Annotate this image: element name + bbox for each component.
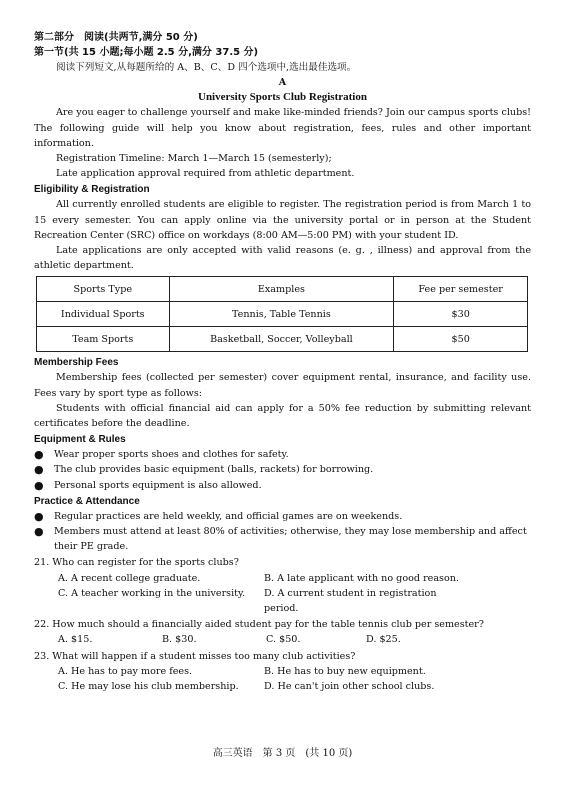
list-item bbox=[34, 447, 531, 462]
list-item bbox=[34, 478, 531, 493]
option-c[interactable]: C. A teacher working in the university. bbox=[58, 587, 246, 599]
table-header-cell: Examples bbox=[169, 277, 394, 302]
list-item-text: The club provides basic equipment (balls, rackets) for borrowing. bbox=[54, 464, 374, 476]
table-row bbox=[37, 302, 528, 327]
question-23 bbox=[34, 649, 531, 695]
list-item-text: Members must attend at least 80% of activities; otherwise, they may lose membership and affect their PE grade. bbox=[54, 526, 527, 553]
option-d[interactable]: D. A current student in registration period. bbox=[264, 587, 437, 615]
option-c[interactable]: C. $50. bbox=[266, 634, 301, 646]
practice-heading: Practice & Attendance bbox=[34, 495, 140, 507]
table-header-row bbox=[37, 277, 528, 302]
table-cell: Individual Sports bbox=[37, 302, 170, 327]
option-a[interactable]: A. $15. bbox=[58, 634, 93, 646]
option-a[interactable]: A. A recent college graduate. bbox=[58, 572, 201, 584]
question-stem: 22. How much should a financially aided student pay for the table tennis club per semester? bbox=[34, 619, 484, 631]
bullet-icon: ● bbox=[34, 509, 44, 523]
option-b[interactable]: B. A late applicant with no good reason. bbox=[264, 572, 459, 584]
question-21 bbox=[34, 555, 531, 616]
instruction-text: 阅读下列短文,从每题所给的 A、B、C、D 四个选项中,选出最佳选项。 bbox=[56, 62, 357, 73]
table-cell: $30 bbox=[394, 302, 528, 327]
article-title: University Sports Club Registration bbox=[198, 91, 367, 104]
eligibility-paragraph-1: All currently enrolled students are eligible to register. The registration period is from March 1 to 15 every semester. You can apply online via the university portal or in person at the Student Recreation Center (SRC) office on workdays (8:00 AM—5:00 PM) with your student ID. bbox=[34, 199, 531, 241]
option-d[interactable]: D. He can't join other school clubs. bbox=[264, 681, 435, 693]
table-cell: $50 bbox=[394, 327, 528, 352]
section-heading: 第一节(共 15 小题;每小题 2.5 分,满分 37.5 分) bbox=[34, 47, 259, 58]
bullet-icon: ● bbox=[34, 463, 44, 477]
membership-paragraph-2: Students with official financial aid can apply for a 50% fee reduction by submitting relevant certificates before the deadline. bbox=[34, 402, 531, 430]
fee-table bbox=[36, 276, 528, 352]
list-item bbox=[34, 462, 531, 477]
late-note-text: Late application approval required from athletic department. bbox=[56, 168, 355, 180]
list-item-text: Regular practices are held weekly, and official games are on weekends. bbox=[54, 510, 403, 522]
option-b[interactable]: B. $30. bbox=[162, 634, 197, 646]
table-header-cell: Sports Type bbox=[37, 277, 170, 302]
option-c[interactable]: C. He may lose his club membership. bbox=[58, 681, 239, 693]
question-stem: 21. Who can register for the sports clubs? bbox=[34, 557, 239, 569]
bullet-icon: ● bbox=[34, 525, 44, 539]
list-item bbox=[34, 509, 531, 524]
table-cell: Team Sports bbox=[37, 327, 170, 352]
list-item-text: Personal sports equipment is also allowed. bbox=[54, 479, 262, 491]
part-heading: 第二部分 阅读(共两节,满分 50 分) bbox=[34, 32, 198, 43]
table-cell: Tennis, Table Tennis bbox=[169, 302, 394, 327]
table-cell: Basketball, Soccer, Volleyball bbox=[169, 327, 394, 352]
membership-heading: Membership Fees bbox=[34, 357, 119, 369]
page-footer: 高三英语 第 3 页 (共 10 页) bbox=[212, 748, 353, 759]
table-row bbox=[37, 327, 528, 352]
question-stem: 23. What will happen if a student misses too many club activities? bbox=[34, 650, 356, 662]
bullet-icon: ● bbox=[34, 448, 44, 462]
bullet-icon: ● bbox=[34, 478, 44, 492]
eligibility-paragraph-2: Late applications are only accepted with valid reasons (e. g. , illness) and approval from the athletic department. bbox=[34, 245, 531, 272]
table-header-cell: Fee per semester bbox=[394, 277, 528, 302]
option-b[interactable]: B. He has to buy new equipment. bbox=[264, 665, 426, 677]
passage-letter: A bbox=[278, 77, 287, 89]
membership-paragraph-1: Membership fees (collected per semester) cover equipment rental, insurance, and facility use. Fees vary by sport type as follows: bbox=[34, 372, 531, 399]
option-d[interactable]: D. $25. bbox=[366, 634, 401, 646]
eligibility-heading: Eligibility & Registration bbox=[34, 184, 150, 196]
intro-paragraph: Are you eager to challenge yourself and make like-minded friends? Join our campus sports clubs! The following guide will help you know about registration, fees, rules and other important information. bbox=[34, 107, 531, 149]
list-item bbox=[34, 524, 531, 554]
question-22 bbox=[34, 617, 531, 647]
list-item-text: Wear proper sports shoes and clothes for safety. bbox=[54, 449, 289, 461]
option-a[interactable]: A. He has to pay more fees. bbox=[58, 665, 193, 677]
equipment-heading: Equipment & Rules bbox=[34, 434, 126, 446]
timeline-text: Registration Timeline: March 1—March 15 (semesterly); bbox=[56, 153, 332, 165]
